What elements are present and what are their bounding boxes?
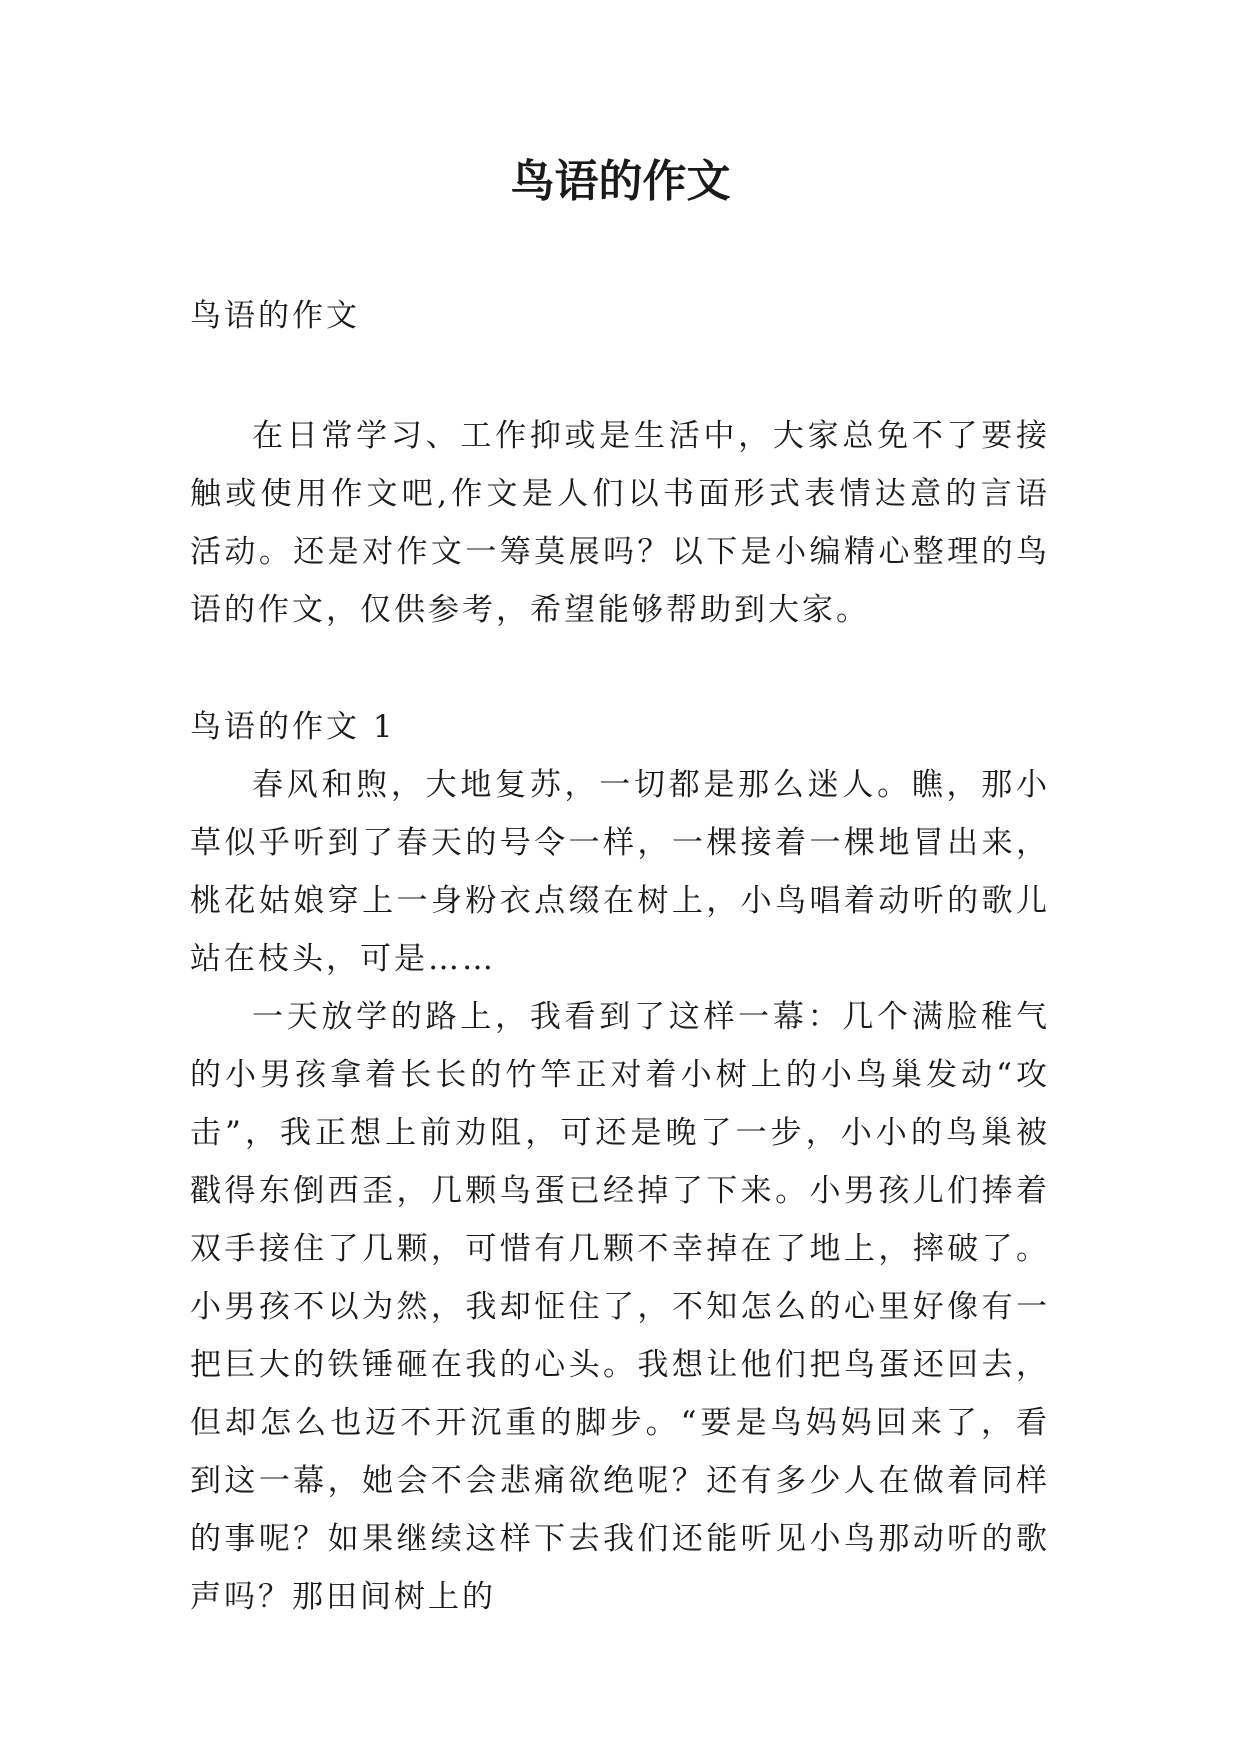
section-body [190, 756, 1050, 1626]
body-paragraph: 春风和煦，大地复苏，一切都是那么迷人。瞧，那小草似乎听到了春天的号令一样，一棵接着一棵地冒出来，桃花姑娘穿上一身粉衣点缀在树上，小鸟唱着动听的歌儿站在枝头，可是…… [190, 767, 1050, 977]
body-paragraph: 一天放学的路上，我看到了这样一幕：几个满脸稚气的小男孩拿着长长的竹竿正对着小树上的小鸟巢发动“攻击”，我正想上前劝阻，可还是晚了一步，小小的鸟巢被戳得东倒西歪，几颗鸟蛋已经掉了下来。小男孩儿们捧着双手接住了几颗，可惜有几颗不幸掉在了地上，摔破了。小男孩不以为然，我却怔住了，不知怎么的心里好像有一把巨大的铁锤砸在我的心头。我想让他们把鸟蛋还回去，但却怎么也迈不开沉重的脚步。“要是鸟妈妈回来了，看到这一幕，她会不会悲痛欲绝呢？还有多少人在做着同样的事呢？如果继续这样下去我们还能听见小鸟那动听的歌声吗？那田间树上的 [190, 999, 1050, 1615]
section-heading: 鸟语的作文 1 [190, 709, 396, 745]
document-title: 鸟语的作文 [510, 156, 731, 207]
intro-paragraph: 在日常学习、工作抑或是生活中，大家总免不了要接触或使用作文吧,作文是人们以书面形式表情达意的言语活动。还是对作文一筹莫展吗？以下是小编精心整理的鸟语的作文，仅供参考，希望能够帮助到大家。 [190, 418, 1050, 628]
intro-section [190, 407, 1050, 639]
document-subtitle: 鸟语的作文 [190, 298, 360, 334]
